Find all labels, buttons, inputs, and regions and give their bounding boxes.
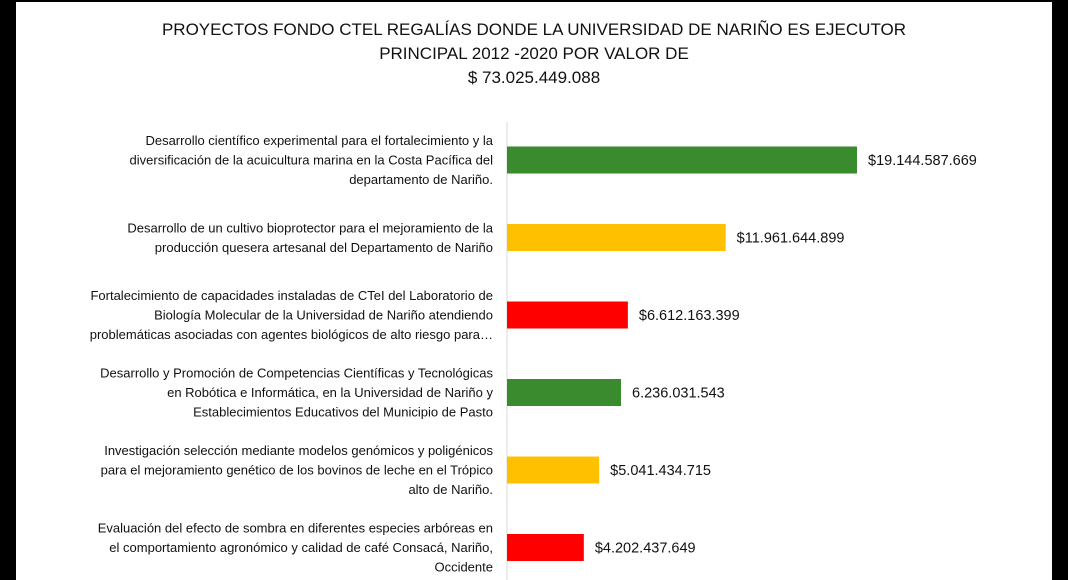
category-label-4: Desarrollo y Promoción de Competencias Científicas y Tecnológicas en Robótica e Informática, en la Universidad de Nariño y Establecimientos Educativos del Municipio de Pasto (100, 365, 493, 420)
bar-5 (507, 457, 599, 484)
value-label-1: $19.144.587.669 (868, 153, 977, 169)
chart-title-line-3: $ 73.025.449.088 (467, 68, 601, 87)
category-label-5: Investigación selección mediante modelos genómicos y poligénicos para el mejoramiento genético de los bovinos de leche en el Trópico alto de Nariño. (100, 443, 493, 497)
value-label-6: $4.202.437.649 (594, 540, 696, 557)
category-label-6: Evaluación del efecto de sombra en diferentes especies arbóreas en el comportamiento agronómico y calidad de café Consacá, Nariño, Occidente (97, 520, 493, 575)
bar-1 (507, 147, 857, 174)
category-label-3: Fortalecimiento de capacidades instaladas de CTeI del Laboratorio de Biología Molecular de la Universidad de Nariño atendiendo problemáticas asociadas con agentes biológicos de alto riesgo para… (89, 288, 493, 342)
bar-3 (507, 302, 628, 329)
bar-2 (507, 224, 726, 251)
category-label-1: Desarrollo científico experimental para el fortalecimiento y la diversificación de la acuicultura marina en la Costa Pacífica del departamento de Nariño. (129, 133, 493, 187)
bar-4 (507, 379, 621, 406)
value-label-4: 6.236.031.543 (632, 385, 725, 402)
bar-6 (507, 534, 584, 561)
value-label-2: $11.961.644.899 (736, 230, 845, 247)
value-label-3: $6.612.163.399 (638, 308, 740, 324)
chart-title-line-2: PRINCIPAL 2012 -2020 POR VALOR DE (379, 44, 689, 63)
chart-title-line-1: PROYECTOS FONDO CTEL REGALÍAS DONDE LA UNIVERSIDAD DE NARIÑO ES EJECUTOR (161, 20, 907, 39)
value-label-5: $5.041.434.715 (610, 463, 711, 479)
category-label-2: Desarrollo de un cultivo bioprotector para el mejoramiento de la producción quesera artesanal del Departamento de Nariño (127, 220, 493, 255)
